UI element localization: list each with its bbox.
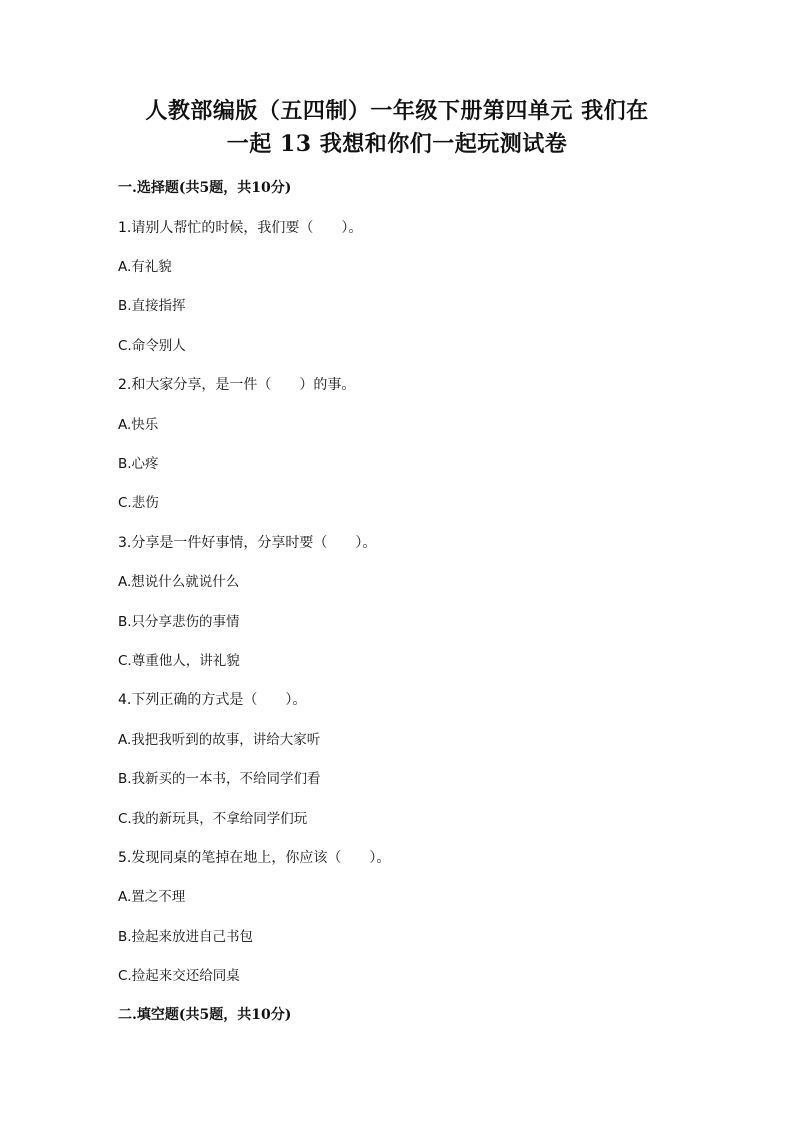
question-4-option-a: A.我把我听到的故事，讲给大家听 — [118, 732, 321, 748]
question-4-stem: 4.下列正确的方式是（ ）。 — [118, 692, 307, 708]
question-4-option-b: B.我新买的一本书，不给同学们看 — [118, 771, 321, 787]
question-1-stem: 1.请别人帮忙的时候，我们要（ ）。 — [118, 220, 363, 236]
document-title-line-1: 人教部编版（五四制）一年级下册第四单元 我们在 — [145, 98, 649, 124]
section-heading-fill-in-the-blank: 二.填空题(共5题，共10分) — [118, 1007, 292, 1023]
question-5-option-c: C.捡起来交还给同桌 — [118, 968, 240, 984]
question-2-option-a: A.快乐 — [118, 417, 159, 433]
question-5-option-a: A.置之不理 — [118, 889, 186, 905]
question-2-option-c: C.悲伤 — [118, 495, 159, 511]
question-2-option-b: B.心疼 — [118, 456, 159, 472]
question-3-option-b: B.只分享悲伤的事情 — [118, 614, 240, 630]
question-2-stem: 2.和大家分享，是一件（ ）的事。 — [118, 377, 356, 393]
question-4-option-c: C.我的新玩具，不拿给同学们玩 — [118, 811, 308, 827]
section-heading-multiple-choice: 一.选择题(共5题，共10分) — [118, 180, 292, 196]
question-3-stem: 3.分享是一件好事情，分享时要（ ）。 — [118, 535, 377, 551]
question-5-option-b: B.捡起来放进自己书包 — [118, 929, 254, 945]
question-1-option-a: A.有礼貌 — [118, 259, 172, 275]
question-1-option-c: C.命令别人 — [118, 338, 186, 354]
question-3-option-a: A.想说什么就说什么 — [118, 574, 240, 590]
question-3-option-c: C.尊重他人，讲礼貌 — [118, 653, 240, 669]
question-1-option-b: B.直接指挥 — [118, 298, 186, 314]
question-5-stem: 5.发现同桌的笔掉在地上，你应该（ ）。 — [118, 850, 391, 866]
document-title-line-2: 一起 13 我想和你们一起玩测试卷 — [226, 131, 568, 157]
